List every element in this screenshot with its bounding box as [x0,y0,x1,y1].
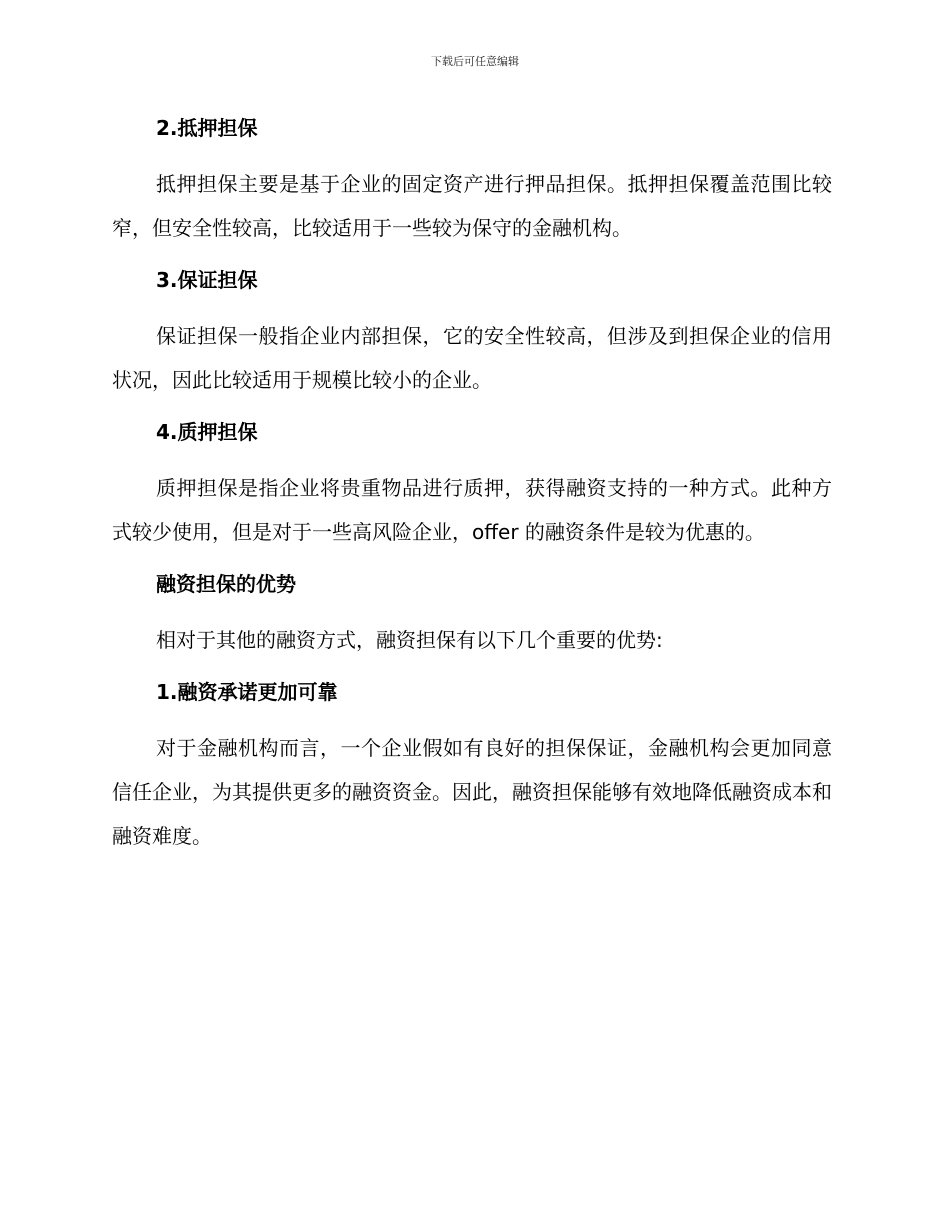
section-heading-reliable-commitment: 1.融资承诺更加可靠 [156,680,338,704]
section-heading-advantages: 融资担保的优势 [156,572,296,596]
section-heading-mortgage: 2.抵押担保 [156,116,258,140]
document-body [112,112,832,872]
section-paragraph-advantages: 相对于其他的融资方式，融资担保有以下几个重要的优势: [156,628,663,652]
section-paragraph-mortgage: 抵押担保主要是基于企业的固定资产进行押品担保。抵押担保覆盖范围比较窄，但安全性较高，比较适用于一些较为保守的金融机构。 [112,172,832,240]
section-paragraph-reliable-commitment: 对于金融机构而言，一个企业假如有良好的担保保证，金融机构会更加同意信任企业，为其提供更多的融资资金。因此，融资担保能够有效地降低融资成本和融资难度。 [112,736,832,848]
page-header-note: 下载后可任意编辑 [431,55,519,68]
section-paragraph-guarantee: 保证担保一般指企业内部担保，它的安全性较高，但涉及到担保企业的信用状况，因此比较适用于规模比较小的企业。 [112,324,832,392]
section-paragraph-pledge: 质押担保是指企业将贵重物品进行质押，获得融资支持的一种方式。此种方式较少使用，但是对于一些高风险企业，offer 的融资条件是较为优惠的。 [112,476,832,544]
section-heading-guarantee: 3.保证担保 [156,268,258,292]
section-heading-pledge: 4.质押担保 [156,420,258,444]
